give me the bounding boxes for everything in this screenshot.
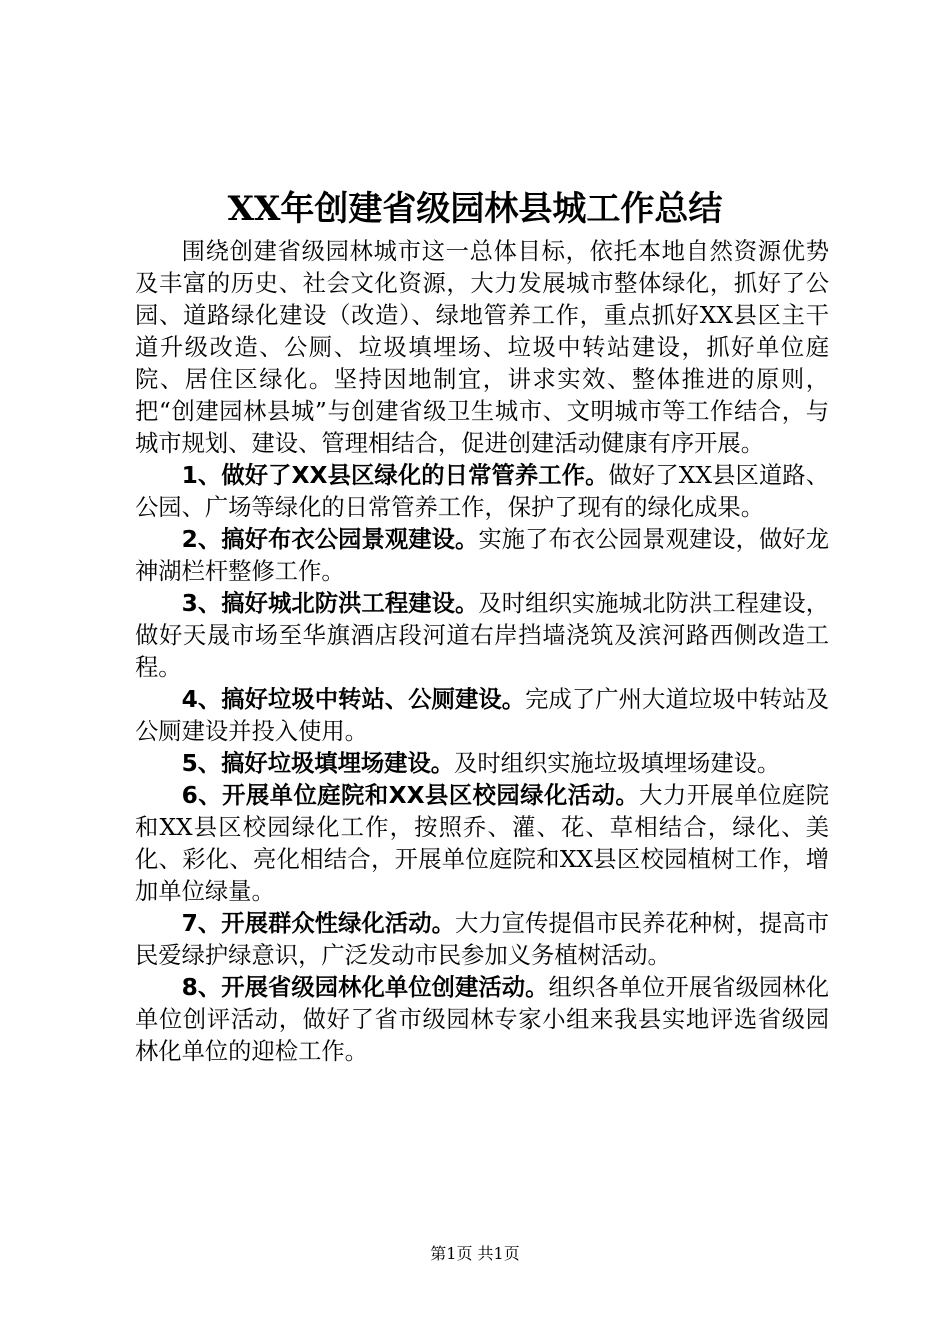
item-heading: 4、搞好垃圾中转站、公厕建设。 (181, 686, 526, 713)
item-paragraph-4 (135, 684, 829, 748)
item-text: 及时组织实施城北防洪工程建设，做好天晟市场至华旗酒店段河道右岸挡墙浇筑及滨河路西侧改造工程。 (135, 590, 830, 681)
page-number-footer: 第1页 共1页 (430, 1244, 520, 1263)
document-body (135, 236, 829, 1068)
item-text: 组织各单位开展省级园林化单位创评活动，做好了省市级园林专家小组来我县实地评选省级园林化单位的迎检工作。 (135, 974, 829, 1065)
item-heading: 8、开展省级园林化单位创建活动。 (181, 974, 549, 1001)
item-heading: 2、搞好布衣公园景观建设。 (181, 526, 479, 553)
item-paragraph-6 (135, 780, 829, 908)
item-text: 实施了布衣公园景观建设，做好龙神湖栏杆整修工作。 (135, 526, 830, 585)
intro-paragraph: 围绕创建省级园林城市这一总体目标，依托本地自然资源优势及丰富的历史、社会文化资源，大力发展城市整体绿化，抓好了公园、道路绿化建设（改造）、绿地管养工作，重点抓好XX县区主干道升级改造、公厕、垃圾填埋场、垃圾中转站建设，抓好单位庭院、居住区绿化。坚持因地制宜，讲求实效、整体推进的原则，把“创建园林县城”与创建省级卫生城市、文明城市等工作结合，与城市规划、建设、管理相结合，促进创建活动健康有序开展。 (135, 238, 829, 457)
item-paragraph-2 (135, 524, 829, 588)
item-text: 做好了XX县区道路、公园、广场等绿化的日常管养工作，保护了现有的绿化成果。 (135, 462, 830, 521)
item-paragraph-7 (135, 908, 829, 972)
item-paragraph-1 (135, 460, 829, 524)
item-text: 大力宣传提倡市民养花种树，提高市民爱绿护绿意识，广泛发动市民参加义务植树活动。 (135, 910, 830, 969)
item-text: 及时组织实施垃圾填埋场建设。 (454, 750, 781, 777)
item-heading: 1、做好了XX县区绿化的日常管养工作。 (181, 462, 609, 489)
item-paragraph-3 (135, 588, 829, 684)
item-heading: 7、开展群众性绿化活动。 (181, 910, 456, 937)
item-text: 完成了广州大道垃圾中转站及公厕建设并投入使用。 (135, 686, 829, 745)
item-paragraph-8 (135, 972, 829, 1068)
item-text: 大力开展单位庭院和XX县区校园绿化工作，按照乔、灌、花、草相结合，绿化、美化、彩化、亮化相结合，开展单位庭院和XX县区校园植树工作，增加单位绿量。 (135, 782, 830, 905)
item-heading: 3、搞好城北防洪工程建设。 (181, 590, 479, 617)
item-paragraph-5 (135, 748, 829, 780)
document-title: XX年创建省级园林县城工作总结 (227, 189, 723, 229)
item-heading: 6、开展单位庭院和XX县区校园绿化活动。 (181, 782, 640, 809)
item-heading: 5、搞好垃圾填埋场建设。 (181, 750, 455, 777)
